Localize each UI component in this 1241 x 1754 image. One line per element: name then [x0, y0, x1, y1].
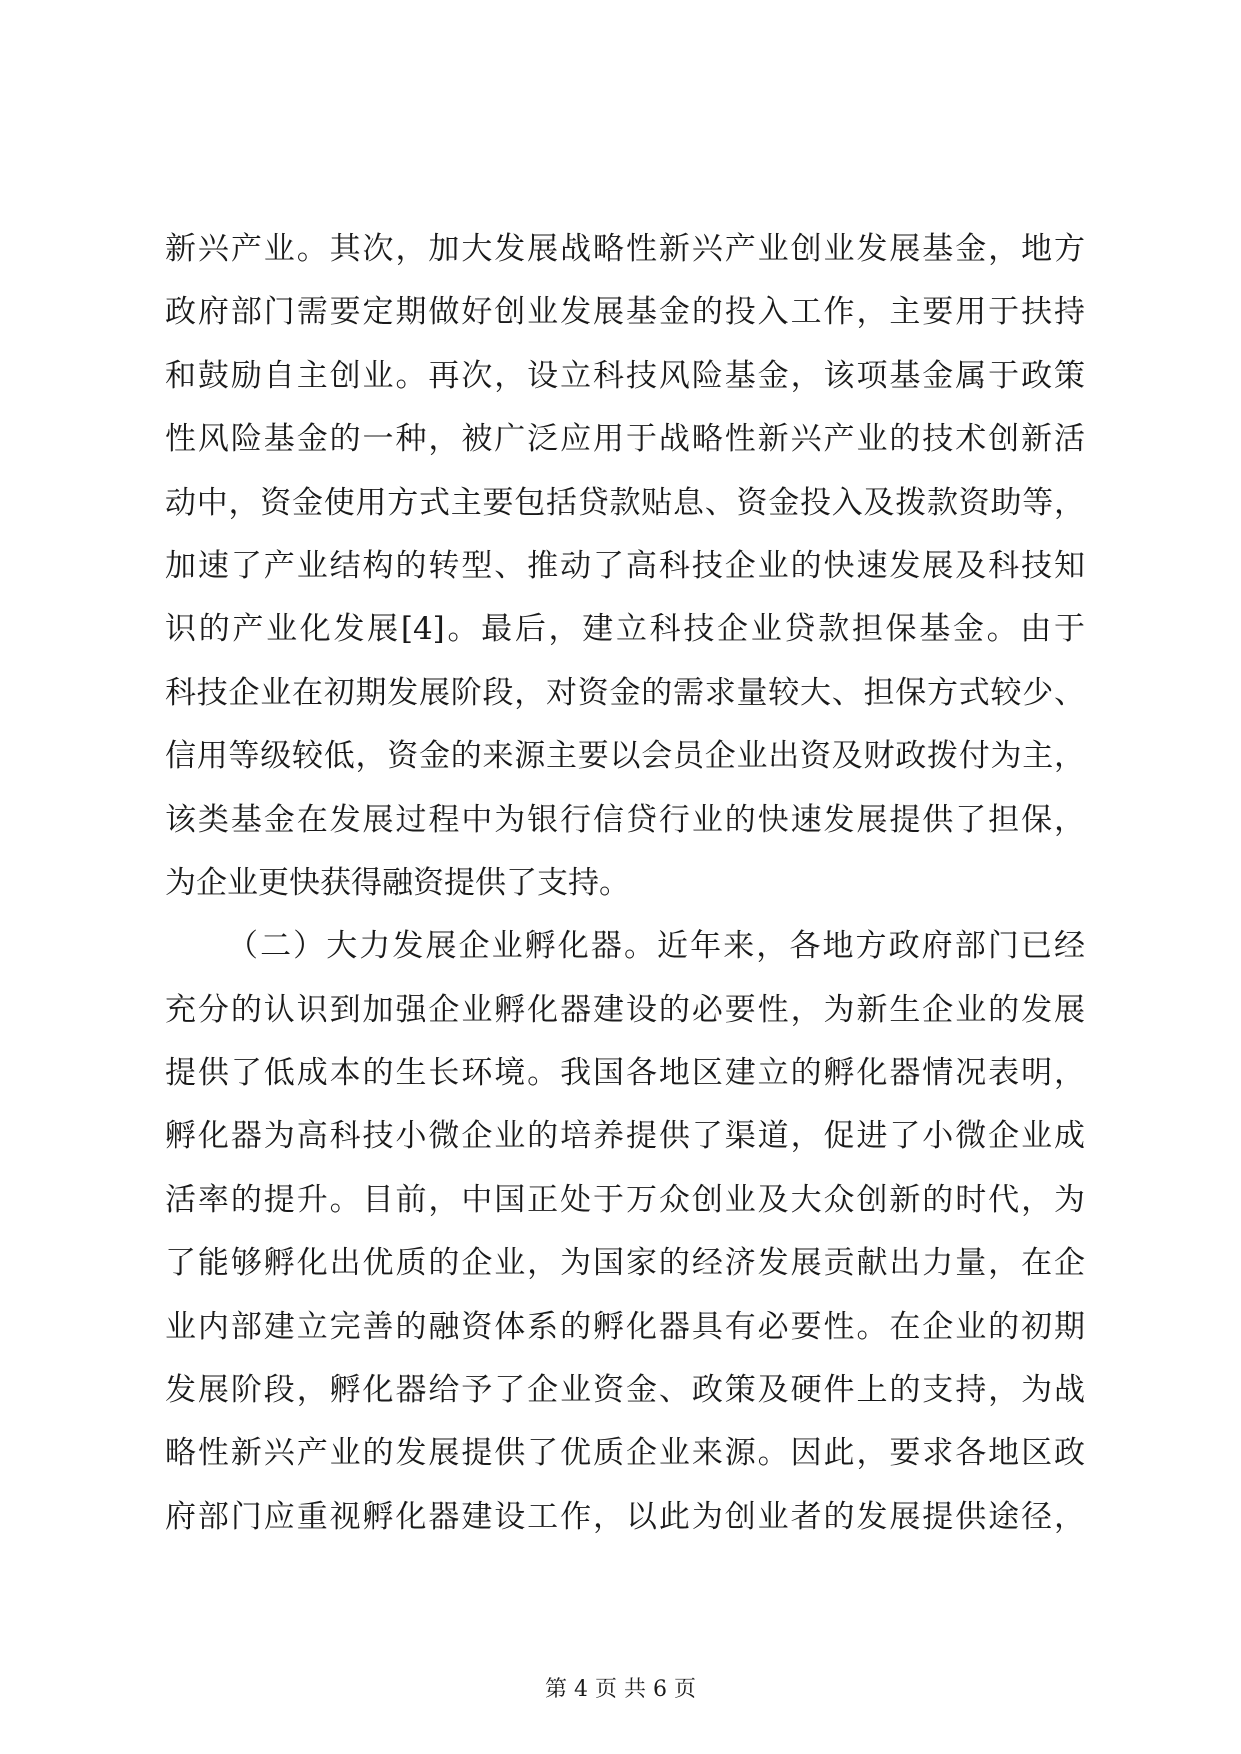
- text-line: 发展阶段，孵化器给予了企业资金、政策及硬件上的支持，为战: [165, 1372, 1085, 1409]
- text-line: 业内部建立完善的融资体系的孵化器具有必要性。在企业的初期: [165, 1308, 1085, 1345]
- page-number: 第 4 页 共 6 页: [545, 1677, 696, 1702]
- page-footer: [0, 1672, 1241, 1703]
- text-line: 充分的认识到加强企业孵化器建设的必要性，为新生企业的发展: [165, 991, 1085, 1028]
- text-line: 新兴产业。其次，加大发展战略性新兴产业创业发展基金，地方: [165, 231, 1085, 267]
- text-line: 性风险基金的一种，被广泛应用于战略性新兴产业的技术创新活: [165, 421, 1085, 458]
- text-line: 为企业更快获得融资提供了支持。: [165, 864, 630, 901]
- text-line: 该类基金在发展过程中为银行信贷行业的快速发展提供了担保，: [165, 801, 1085, 838]
- text-line: 动中，资金使用方式主要包括贷款贴息、资金投入及拨款资助等，: [165, 484, 1085, 521]
- text-line: 政府部门需要定期做好创业发展基金的投入工作，主要用于扶持: [165, 294, 1085, 331]
- text-line: 和鼓励自主创业。再次，设立科技风险基金，该项基金属于政策: [165, 357, 1085, 394]
- text-line: 府部门应重视孵化器建设工作，以此为创业者的发展提供途径，: [165, 1498, 1085, 1535]
- text-line: 略性新兴产业的发展提供了优质企业来源。因此，要求各地区政: [165, 1435, 1085, 1472]
- text-line: 孵化器为高科技小微企业的培养提供了渠道，促进了小微企业成: [165, 1118, 1085, 1155]
- text-line: 识的产业化发展[4]。最后，建立科技企业贷款担保基金。由于: [165, 611, 1085, 648]
- body-text: [165, 218, 1085, 1549]
- text-line: 加速了产业结构的转型、推动了高科技企业的快速发展及科技知: [165, 547, 1085, 584]
- section-heading-line: （二）大力发展企业孵化器。近年来，各地方政府部门已经: [227, 928, 1085, 965]
- text-line: 活率的提升。目前，中国正处于万众创业及大众创新的时代，为: [165, 1181, 1085, 1218]
- text-line: 科技企业在初期发展阶段，对资金的需求量较大、担保方式较少、: [165, 674, 1085, 711]
- text-line: 了能够孵化出优质的企业，为国家的经济发展贡献出力量，在企: [165, 1245, 1085, 1282]
- text-line: 提供了低成本的生长环境。我国各地区建立的孵化器情况表明，: [165, 1055, 1085, 1092]
- text-line: 信用等级较低，资金的来源主要以会员企业出资及财政拨付为主，: [165, 738, 1085, 775]
